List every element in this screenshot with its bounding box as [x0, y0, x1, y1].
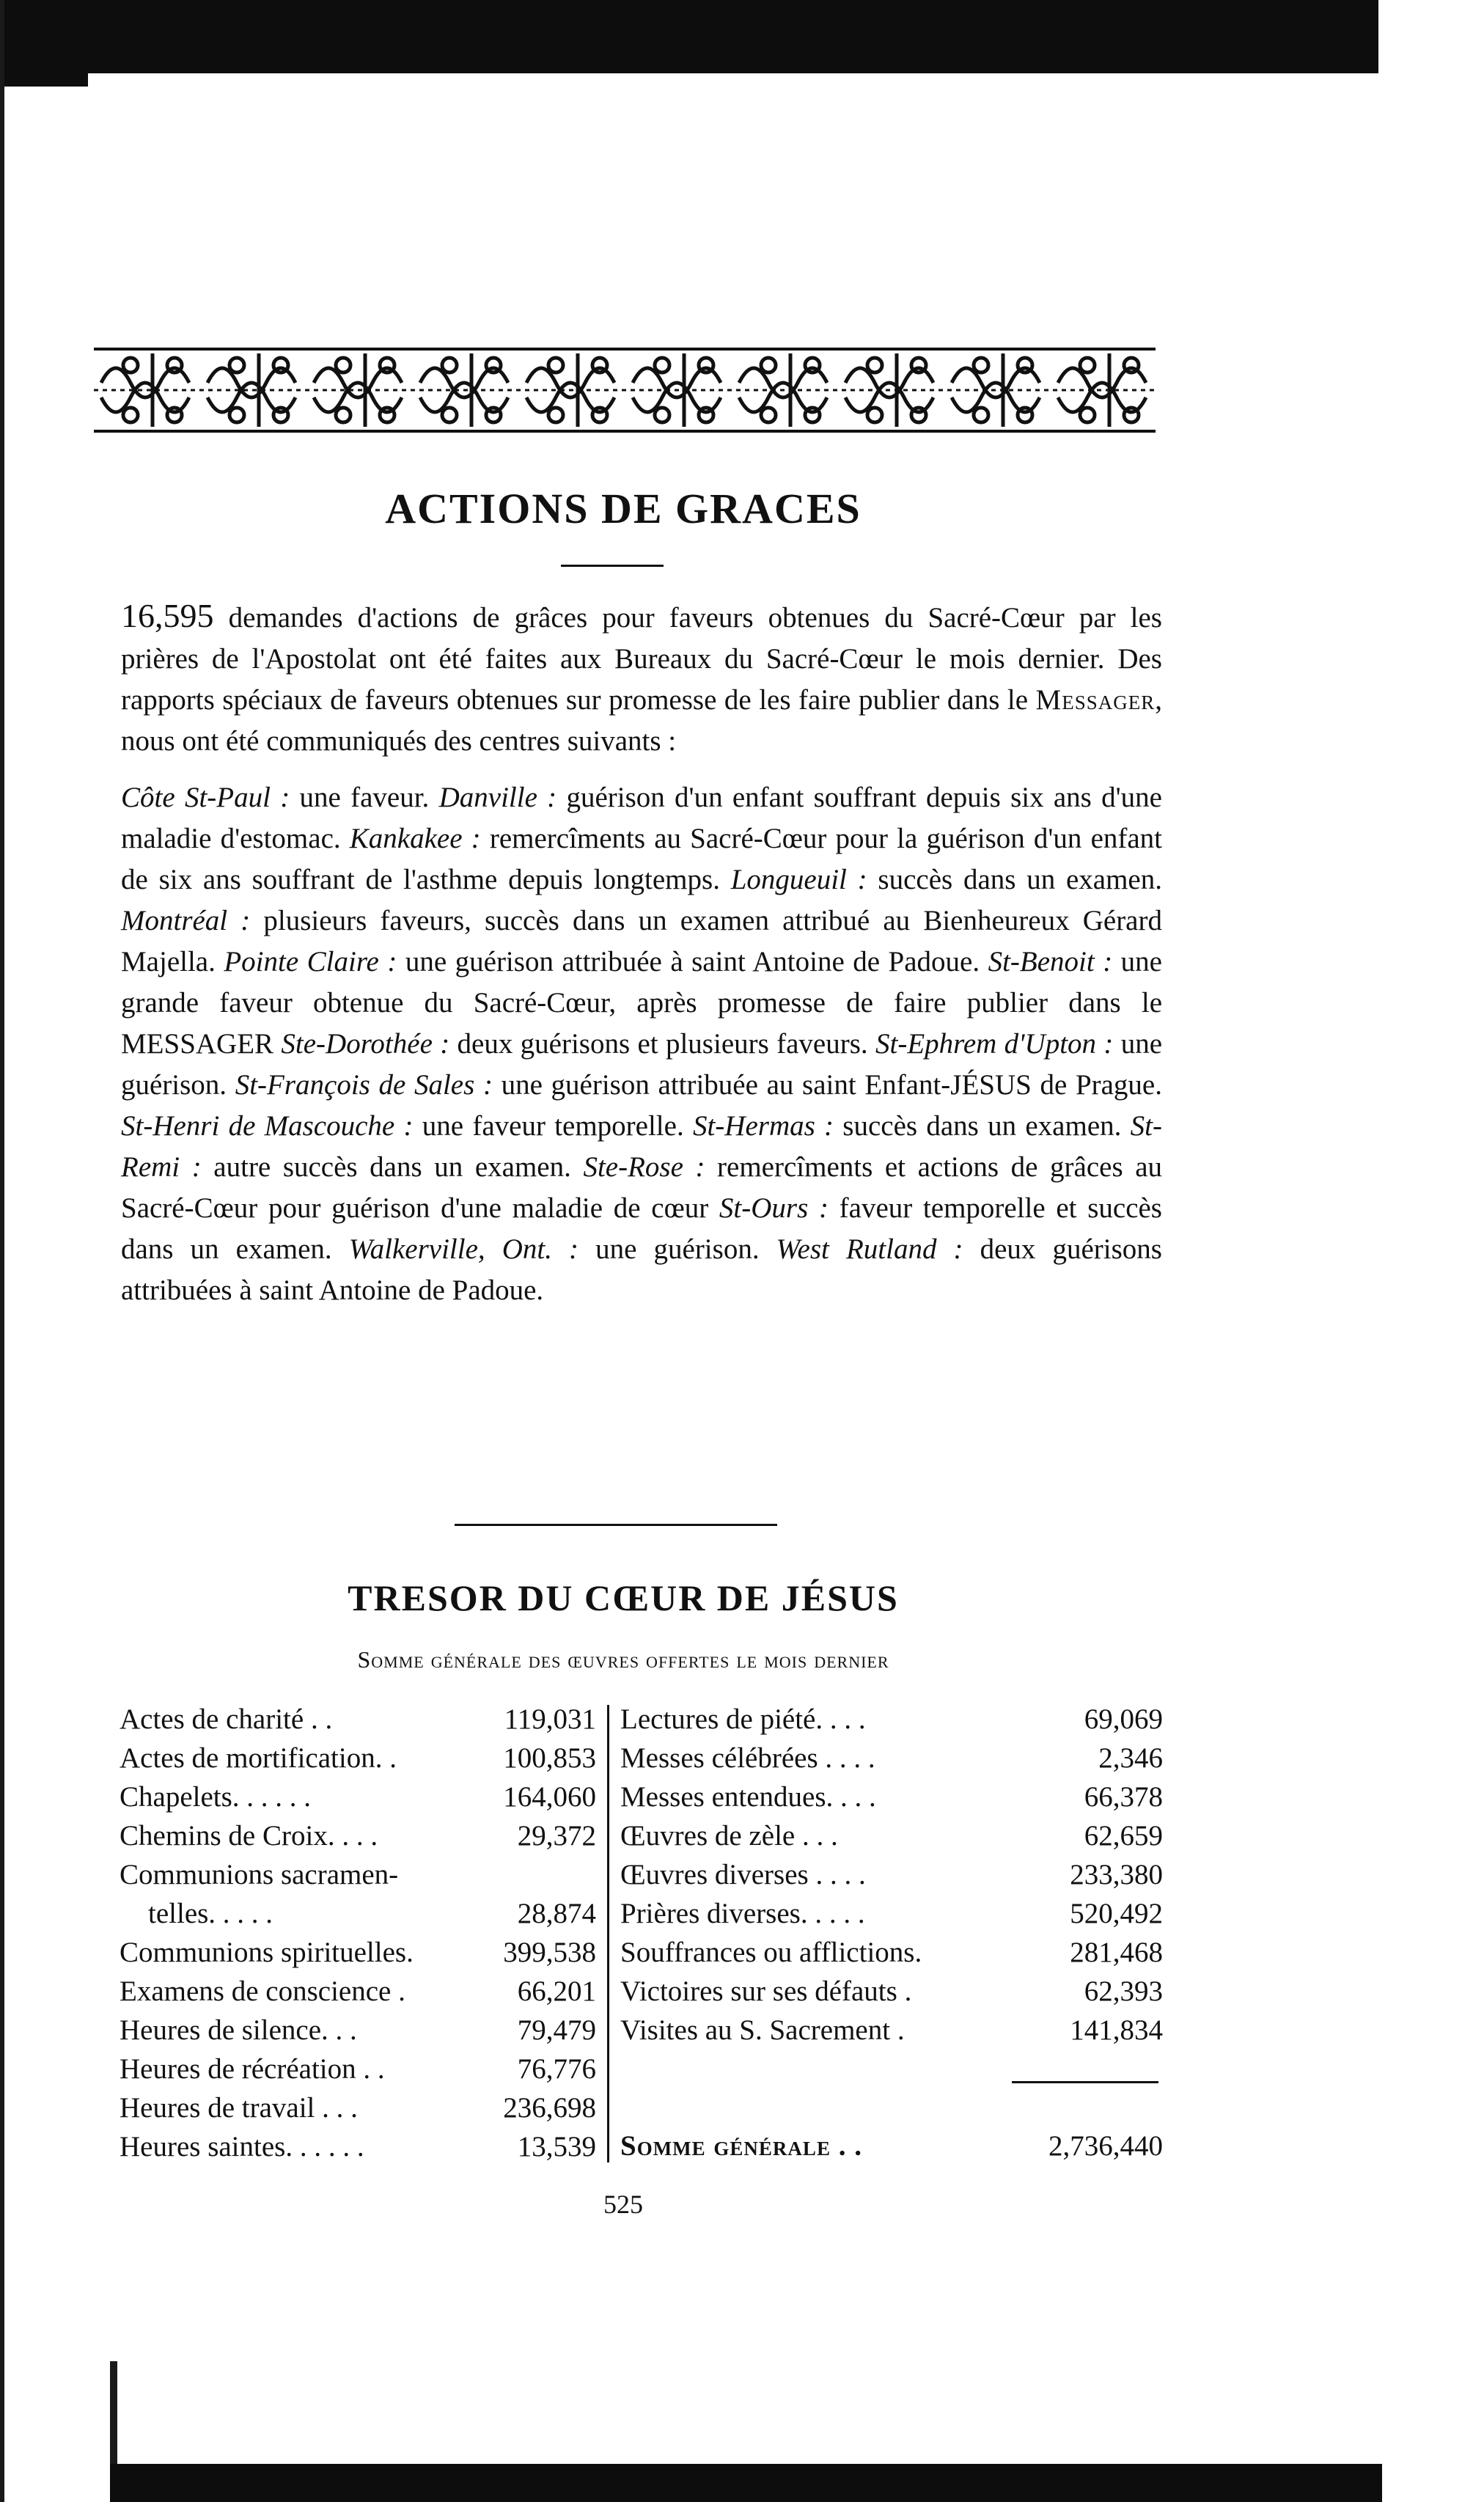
favor-text: une grande faveur obtenue du Sacré-Cœur, après promesse de faire publier dans le MESSAGER	[121, 946, 1162, 1060]
article-title-actions-de-graces: ACTIONS DE GRACES	[385, 485, 862, 532]
total-row	[620, 2127, 1163, 2165]
intro-paragraph	[121, 595, 1162, 762]
favor-place: West Rutland	[776, 1233, 937, 1265]
tally-row	[120, 2011, 596, 2050]
favor-place: Ste-Rose	[583, 1151, 683, 1183]
column-divider	[607, 1705, 609, 2162]
favor-colon: :	[1096, 1028, 1114, 1060]
tally-value: 520,492	[1070, 1898, 1163, 1929]
favor-colon: :	[683, 1151, 705, 1183]
tally-row	[120, 2050, 596, 2088]
favor-colon: :	[270, 782, 290, 813]
scan-border-bottom	[110, 2464, 1382, 2502]
favor-colon: :	[846, 864, 867, 895]
tally-value: 236,698	[503, 2092, 596, 2124]
page-number: 525	[603, 2190, 643, 2219]
tally-row	[620, 1816, 1163, 1855]
favor-colon: :	[474, 1069, 493, 1101]
tally-value: 69,069	[1084, 1703, 1163, 1735]
favor-place: St-Henri de Mascouche	[121, 1110, 395, 1142]
tally-row	[120, 1700, 596, 1739]
favor-text: deux guérisons attribuées à saint Antoine de Padoue.	[121, 1233, 1162, 1306]
tally-row	[620, 1778, 1163, 1816]
favor-colon: :	[537, 782, 557, 813]
favor-text: une guérison attribuée au saint Enfant-JÉSUS de Prague.	[492, 1069, 1162, 1101]
favors-paragraph	[121, 777, 1162, 1311]
tally-row	[620, 1700, 1163, 1739]
favor-place: St-François de Sales	[235, 1069, 475, 1101]
tally-label: Communions spirituelles.	[120, 1937, 414, 1968]
tally-label: Heures de silence. . .	[120, 2014, 357, 2046]
favor-place: Montréal	[121, 905, 228, 936]
decorative-ornament-band	[94, 339, 1156, 441]
tally-label: Messes célébrées . . . .	[620, 1742, 875, 1774]
tally-label: Lectures de piété. . . .	[620, 1703, 866, 1735]
tally-value: 141,834	[1070, 2014, 1163, 2046]
tally-right-column	[620, 1700, 1163, 2050]
tally-value: 164,060	[503, 1781, 596, 1813]
tally-value: 29,372	[517, 1820, 596, 1852]
favor-text: autre succès dans un examen.	[201, 1151, 584, 1183]
section-divider	[455, 1524, 777, 1526]
favor-place: Kankakee	[349, 823, 463, 854]
favor-text: une guérison attribuée à saint Antoine de Padoue.	[397, 946, 988, 977]
favor-colon: :	[551, 1233, 579, 1265]
tally-row	[120, 1816, 596, 1855]
tally-row	[620, 1739, 1163, 1778]
tally-value: 119,031	[504, 1703, 596, 1735]
favor-place: Ste-Dorothée	[281, 1028, 433, 1060]
favor-place: Danville	[438, 782, 537, 813]
intro-count: 16,595	[121, 597, 214, 634]
favor-text: une guérison.	[578, 1233, 776, 1265]
tally-value: 233,380	[1070, 1859, 1163, 1890]
tally-row	[120, 2127, 596, 2166]
favor-text: faveur temporelle et succès dans un examen.	[121, 1192, 1162, 1265]
tally-row	[620, 1894, 1163, 1933]
favor-text: une guérison.	[121, 1028, 1163, 1101]
tally-label: Prières diverses. . . . .	[620, 1898, 865, 1929]
total-value: 2,736,440	[1048, 2130, 1163, 2162]
tally-value: 66,378	[1084, 1781, 1163, 1813]
tally-row	[620, 1972, 1163, 2011]
favor-colon: :	[1094, 946, 1113, 977]
favor-colon: :	[227, 905, 251, 936]
favor-place: St-Ours	[719, 1192, 809, 1224]
favor-place: Walkerville, Ont.	[348, 1233, 552, 1265]
favor-place: St-Remi	[121, 1110, 1162, 1183]
messager-name: Messager	[1035, 684, 1156, 716]
favor-text: remercîments et actions de grâces au Sacré-Cœur pour guérison d'une maladie de cœur	[121, 1151, 1163, 1224]
tally-value: 2,346	[1098, 1742, 1163, 1774]
favor-text: plusieurs faveurs, succès dans un examen attribué au Bienheureux Gérard Majella.	[121, 905, 1162, 977]
favor-text: une faveur temporelle.	[413, 1110, 693, 1142]
favor-place: St-Benoit	[988, 946, 1095, 977]
favor-text: une faveur.	[290, 782, 439, 813]
favor-colon: :	[180, 1151, 202, 1183]
favor-place: Côte St-Paul	[121, 782, 271, 813]
article-subtitle: Somme générale des œuvres offertes le mois dernier	[357, 1646, 889, 1673]
scan-border-top	[0, 0, 1378, 73]
favor-place: Pointe Claire	[224, 946, 379, 977]
favor-place: Longueuil	[730, 864, 847, 895]
total-label: Somme générale . .	[620, 2130, 862, 2162]
favor-text: succès dans un examen.	[834, 1110, 1131, 1142]
tally-label: Visites au S. Sacrement .	[620, 2014, 905, 2046]
tally-row	[120, 1739, 596, 1778]
tally-label: Actes de charité . .	[120, 1703, 333, 1735]
tally-label: Œuvres diverses . . . .	[620, 1859, 866, 1890]
tally-value: 100,853	[503, 1742, 596, 1774]
tally-label: Souffrances ou afflictions.	[620, 1937, 922, 1968]
tally-label: Communions sacramen-	[120, 1859, 399, 1890]
tally-value: 76,776	[517, 2053, 596, 2085]
favor-text: succès dans un examen.	[867, 864, 1162, 895]
scan-border-left	[0, 0, 4, 2502]
title-underline	[561, 565, 664, 567]
tally-label: Œuvres de zèle . . .	[620, 1820, 838, 1852]
tally-value: 62,393	[1084, 1975, 1163, 2007]
favor-colon: :	[815, 1110, 834, 1142]
tally-row	[620, 1933, 1163, 1972]
favor-place: St-Hermas	[692, 1110, 815, 1142]
sum-rule	[1012, 2081, 1158, 2083]
tally-row	[620, 2011, 1163, 2050]
tally-label: Messes entendues. . . .	[620, 1781, 876, 1813]
tally-value: 28,874	[517, 1898, 596, 1929]
scan-border-corner	[110, 2361, 117, 2464]
tally-value: 62,659	[1084, 1820, 1163, 1852]
favor-colon: :	[936, 1233, 963, 1265]
tally-label: telles. . . . .	[120, 1898, 273, 1929]
tally-value: 399,538	[503, 1937, 596, 1968]
tally-row	[120, 2088, 596, 2127]
favor-text: remercîments au Sacré-Cœur pour la guérison d'un enfant de six ans souffrant de l'asthme depuis longtemps.	[121, 823, 1163, 895]
tally-row	[120, 1972, 596, 2011]
favor-colon: :	[394, 1110, 414, 1142]
tally-label: Heures de travail . . .	[120, 2092, 358, 2124]
tally-left-column	[120, 1700, 596, 2166]
favor-colon: :	[808, 1192, 829, 1224]
tally-value: 66,201	[517, 1975, 596, 2007]
tally-label: Examens de conscience .	[120, 1975, 405, 2007]
favor-colon: :	[462, 823, 481, 854]
article-title-tresor: TRESOR DU CŒUR DE JÉSUS	[348, 1577, 899, 1618]
tally-row	[620, 1855, 1163, 1894]
favor-text: deux guérisons et plusieurs faveurs.	[449, 1028, 875, 1060]
tally-value: 281,468	[1070, 1937, 1163, 1968]
favor-colon: :	[432, 1028, 450, 1060]
tally-label: Heures saintes. . . . . .	[120, 2131, 364, 2162]
intro-end: , nous ont été communiqués des centres suivants :	[121, 684, 1162, 757]
tally-label: Chemins de Croix. . . .	[120, 1820, 378, 1852]
favor-colon: :	[378, 946, 397, 977]
tally-label: Actes de mortification. .	[120, 1742, 397, 1774]
favor-text: guérison d'un enfant souffrant depuis six ans d'une maladie d'estomac.	[121, 782, 1162, 854]
tally-row	[120, 1894, 596, 1933]
tally-label: Victoires sur ses défauts .	[620, 1975, 912, 2007]
tally-value: 79,479	[517, 2014, 596, 2046]
favor-place: St-Ephrem d'Upton	[875, 1028, 1097, 1060]
tally-row	[120, 1855, 596, 1894]
tally-row	[120, 1778, 596, 1816]
tally-label: Heures de récréation . .	[120, 2053, 385, 2085]
tally-value: 13,539	[517, 2131, 596, 2162]
tally-row	[120, 1933, 596, 1972]
intro-text: demandes d'actions de grâces pour faveurs obtenues du Sacré-Cœur par les prières de l'Apostolat ont été faites aux Bureaux du Sacré-Cœur le mois dernier. Des rapports spéciaux de faveurs obtenues sur promesse de les faire publier dans le	[121, 602, 1162, 716]
tally-label: Chapelets. . . . . .	[120, 1781, 312, 1813]
